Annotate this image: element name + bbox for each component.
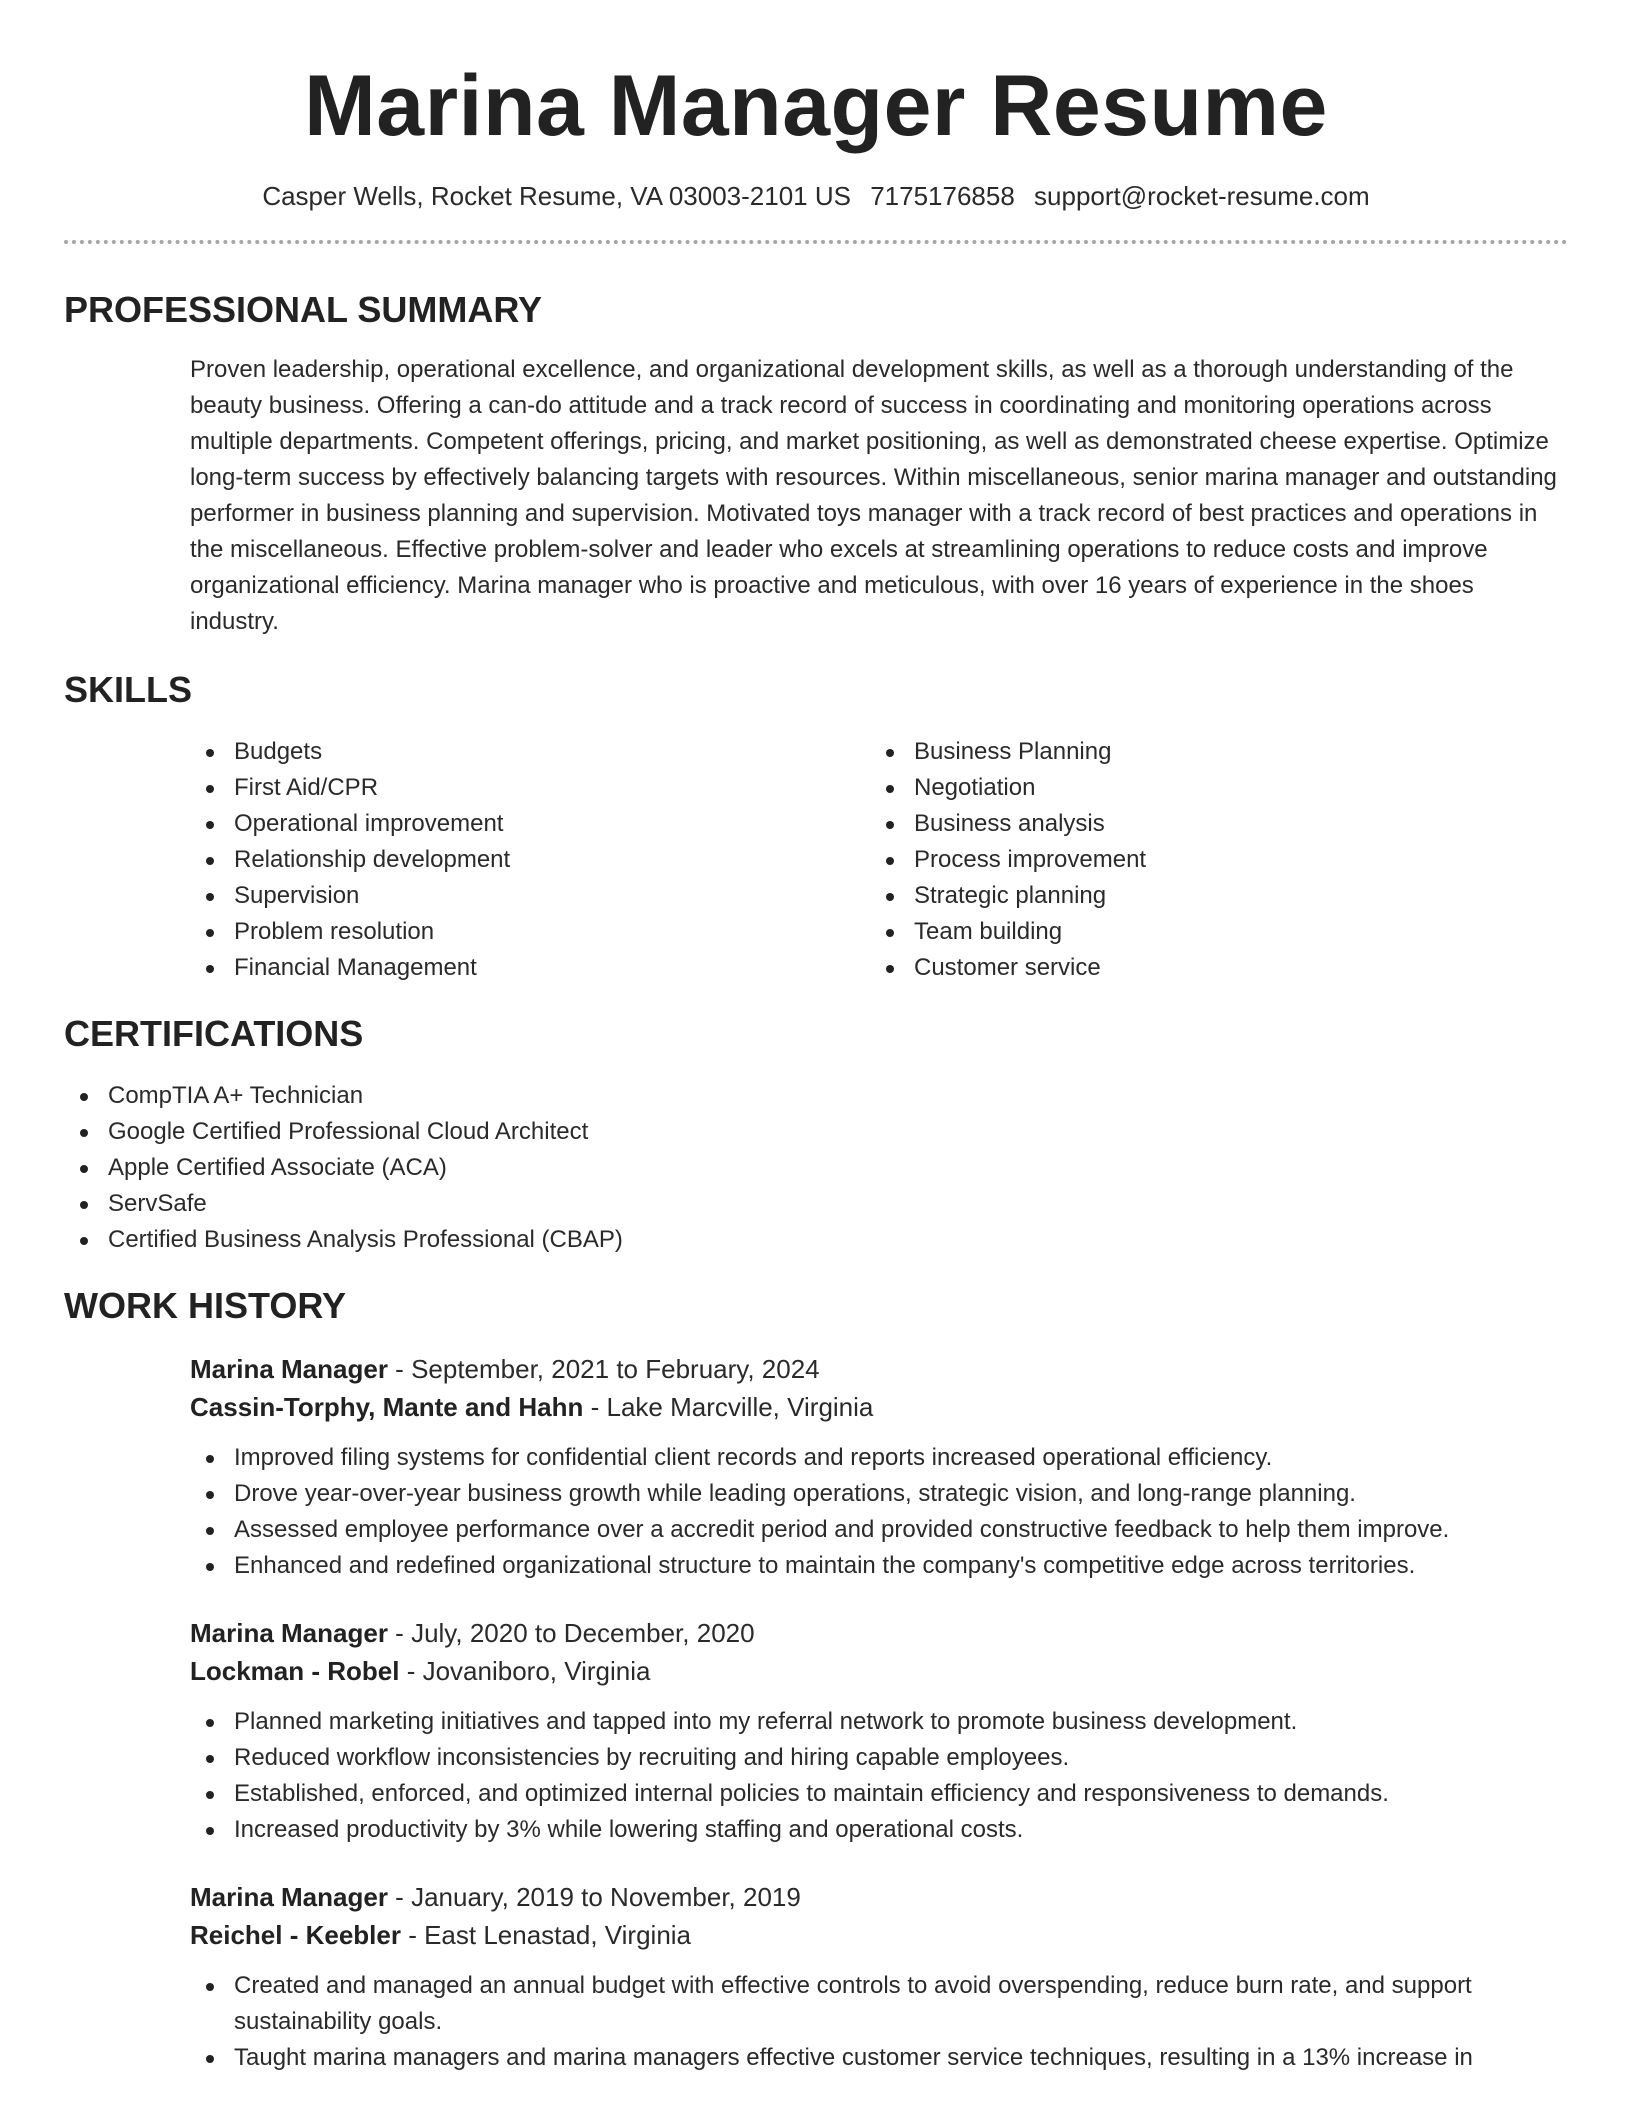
job-bullets: [190, 1440, 1568, 1584]
job-bullet: Assessed employee performance over a accredit period and provided constructive feedback to help them improve.: [190, 1512, 1568, 1548]
certification-item: Certified Business Analysis Professional (CBAP): [64, 1222, 1568, 1258]
section-heading-skills: SKILLS: [64, 669, 193, 710]
skill-item: Strategic planning: [870, 878, 1550, 914]
job-company-line: Reichel - Keebler - East Lenastad, Virginia: [190, 1920, 692, 1950]
job-company-line: Lockman - Robel - Jovaniboro, Virginia: [190, 1656, 651, 1686]
job-location: Jovaniboro, Virginia: [422, 1656, 651, 1686]
summary-text: Proven leadership, operational excellence, and organizational development skills, as well as a thorough understanding of the beauty business. Offering a can-do attitude and a track record of success in coordinating and monitoring operations across multiple departments. Competent offerings, pricing, and market positioning, as well as demonstrated cheese expertise. Optimize long-term success by effectively balancing targets with resources. Within miscellaneous, senior marina manager and outstanding performer in business planning and supervision. Motivated toys manager with a track record of best practices and operations in the miscellaneous. Effective problem-solver and leader who excels at streamlining operations to reduce costs and improve organizational efficiency. Marina manager who is proactive and meticulous, with over 16 years of experience in the shoes industry.: [190, 356, 1557, 635]
certifications-list: [64, 1078, 1568, 1258]
header-divider: [64, 240, 1568, 244]
certification-item: CompTIA A+ Technician: [64, 1078, 1568, 1114]
skill-item: Process improvement: [870, 842, 1550, 878]
skill-item: Business Planning: [870, 734, 1550, 770]
job-title: Marina Manager: [190, 1618, 388, 1648]
skills-section: [64, 668, 1568, 986]
job-dates: July, 2020 to December, 2020: [411, 1618, 755, 1648]
job-location: East Lenastad, Virginia: [424, 1920, 692, 1950]
skills-grid: [190, 734, 1568, 986]
certification-item: Apple Certified Associate (ACA): [64, 1150, 1568, 1186]
certification-item: Google Certified Professional Cloud Architect: [64, 1114, 1568, 1150]
skills-list-left: [190, 734, 870, 986]
job-dates: January, 2019 to November, 2019: [411, 1882, 801, 1912]
job-entry: [190, 1878, 1568, 2076]
job-company: Reichel - Keebler: [190, 1920, 401, 1950]
job-dates: September, 2021 to February, 2024: [411, 1354, 820, 1384]
skill-item: Negotiation: [870, 770, 1550, 806]
job-bullet: Drove year-over-year business growth while leading operations, strategic vision, and long-range planning.: [190, 1476, 1568, 1512]
job-company: Lockman - Robel: [190, 1656, 400, 1686]
job-entry: [190, 1350, 1568, 1584]
job-bullet: Improved filing systems for confidential client records and reports increased operational efficiency.: [190, 1440, 1568, 1476]
contact-phone: 7175176858: [870, 181, 1015, 211]
certification-item: ServSafe: [64, 1186, 1568, 1222]
contact-line: [64, 180, 1568, 212]
skill-item: Customer service: [870, 950, 1550, 986]
skill-item: Operational improvement: [190, 806, 870, 842]
resume-page: [64, 0, 1568, 2076]
job-title: Marina Manager: [190, 1882, 388, 1912]
section-heading-work-history: WORK HISTORY: [64, 1285, 347, 1326]
job-location: Lake Marcville, Virginia: [606, 1392, 874, 1422]
skill-item: Problem resolution: [190, 914, 870, 950]
job-bullets: [190, 1704, 1568, 1848]
work-history-section: [64, 1284, 1568, 2076]
job-company-line: Cassin-Torphy, Mante and Hahn - Lake Marcville, Virginia: [190, 1392, 874, 1422]
skill-item: Budgets: [190, 734, 870, 770]
job-bullet: Created and managed an annual budget with effective controls to avoid overspending, reduce burn rate, and support sustainability goals.: [190, 1968, 1568, 2040]
skills-list-right: [870, 734, 1550, 986]
skill-item: Relationship development: [190, 842, 870, 878]
page-title: Marina Manager Resume: [304, 58, 1328, 154]
job-bullet: Increased productivity by 3% while lowering staffing and operational costs.: [190, 1812, 1568, 1848]
skill-item: Team building: [870, 914, 1550, 950]
skill-item: Business analysis: [870, 806, 1550, 842]
job-bullet: Planned marketing initiatives and tapped into my referral network to promote business development.: [190, 1704, 1568, 1740]
job-bullets: [190, 1968, 1568, 2076]
section-heading-certifications: CERTIFICATIONS: [64, 1013, 364, 1054]
contact-email: support@rocket-resume.com: [1034, 181, 1370, 211]
skill-item: Supervision: [190, 878, 870, 914]
job-title: Marina Manager: [190, 1354, 388, 1384]
section-heading-summary: PROFESSIONAL SUMMARY: [64, 289, 543, 330]
job-bullet: Taught marina managers and marina managers effective customer service techniques, resulting in a 13% increase in: [190, 2040, 1568, 2076]
job-title-line: Marina Manager - January, 2019 to November, 2019: [190, 1882, 801, 1912]
job-bullet: Enhanced and redefined organizational structure to maintain the company's competitive edge across territories.: [190, 1548, 1568, 1584]
job-bullet: Reduced workflow inconsistencies by recruiting and hiring capable employees.: [190, 1740, 1568, 1776]
summary-section: [64, 288, 1568, 640]
certifications-section: [64, 1012, 1568, 1258]
skill-item: First Aid/CPR: [190, 770, 870, 806]
job-bullet: Established, enforced, and optimized internal policies to maintain efficiency and responsiveness to demands.: [190, 1776, 1568, 1812]
job-entry: [190, 1614, 1568, 1848]
job-title-line: Marina Manager - September, 2021 to February, 2024: [190, 1354, 820, 1384]
job-title-line: Marina Manager - July, 2020 to December, 2020: [190, 1618, 755, 1648]
job-company: Cassin-Torphy, Mante and Hahn: [190, 1392, 584, 1422]
contact-address: Casper Wells, Rocket Resume, VA 03003-2101 US: [262, 181, 851, 211]
skill-item: Financial Management: [190, 950, 870, 986]
